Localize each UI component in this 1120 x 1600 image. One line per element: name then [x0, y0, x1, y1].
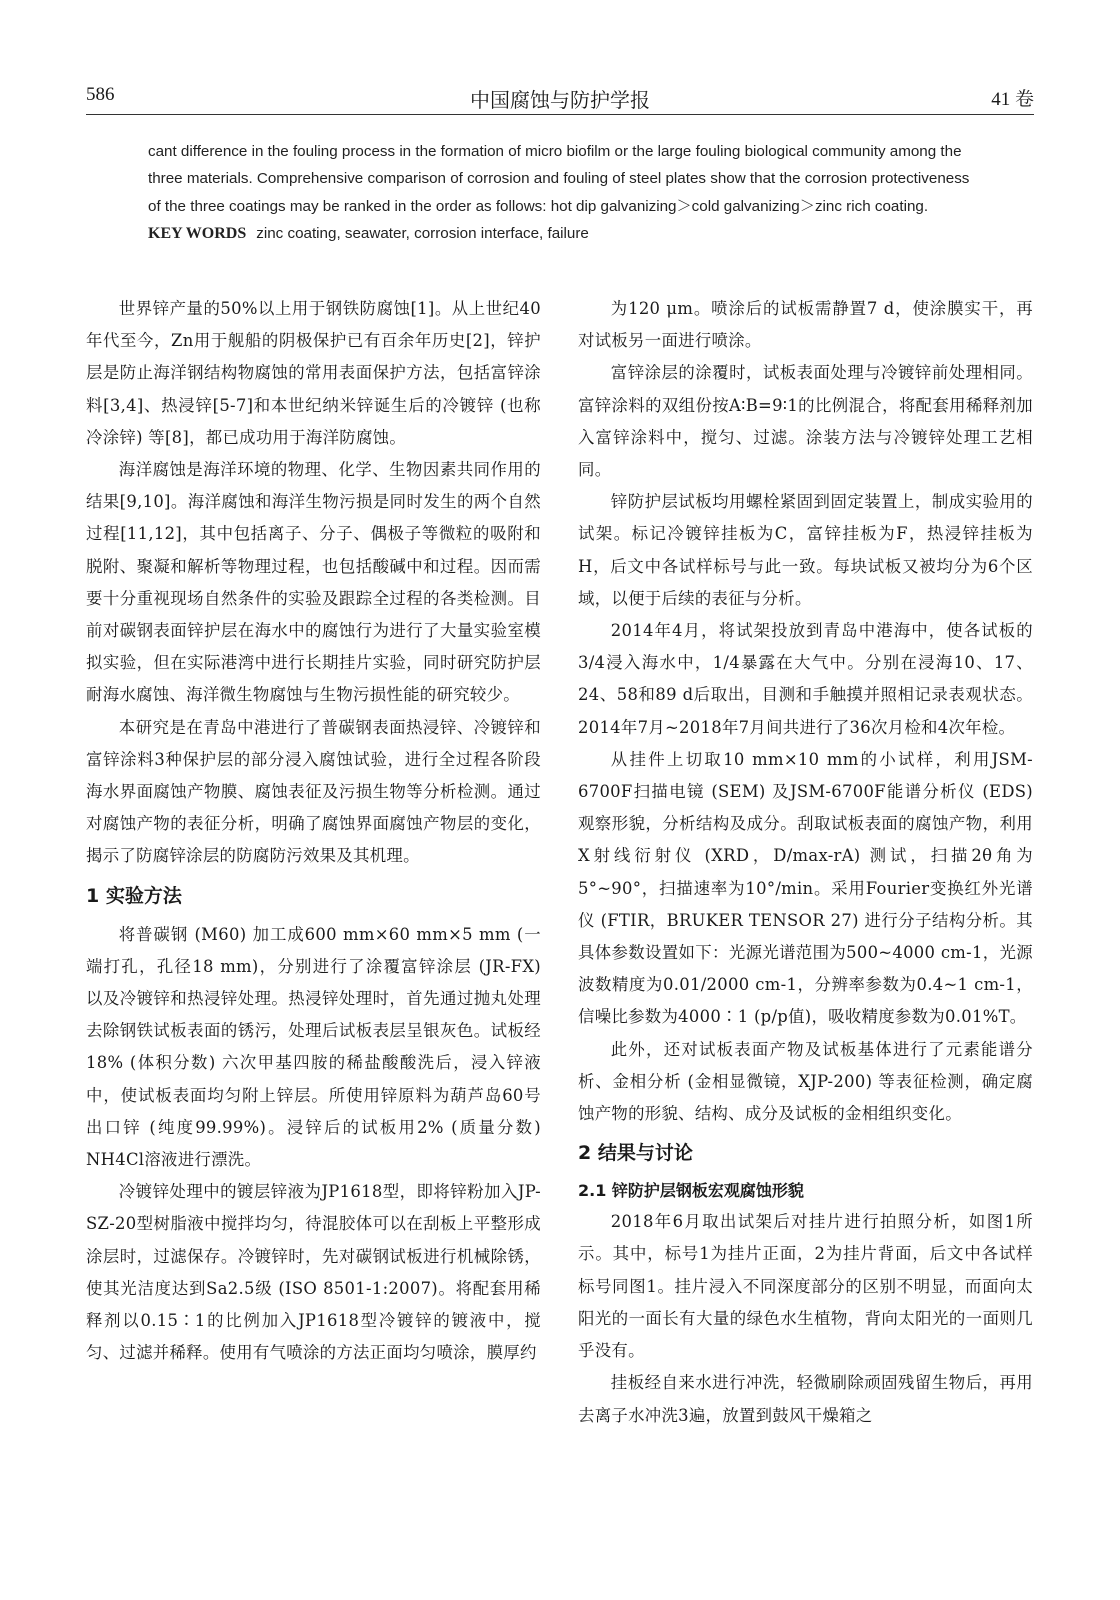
paragraph: 2014年4月，将试架投放到青岛中港海中，使各试板的3/4浸入海水中，1/4暴露在大气中。分别在浸海10、17、24、58和89 d后取出，目测和手触摸并照相记录表观状态。2014年7月~2018年7月间共进行了36次月检和4次年检。	[578, 621, 1033, 737]
keywords-label: KEY WORDS	[148, 225, 247, 243]
paragraph: 将普碳钢 (M60) 加工成600 mm×60 mm×5 mm (一端打孔，孔径18 mm)，分别进行了涂覆富锌涂层 (JR-FX) 以及冷镀锌和热浸锌处理。热浸锌处理时，首先通过抛丸处理去除钢铁试板表面的锈污，处理后试板表层呈银灰色。试板经18% (体积分数) 六次甲基四胺的稀盐酸酸洗后，浸入锌液中，使试板表面均匀附上锌层。所使用锌原料为葫芦岛60号出口锌 (纯度99.99%)。浸锌后的试板用2% (质量分数) NH4Cl溶液进行漂洗。	[86, 924, 541, 1170]
paragraph: 冷镀锌处理中的镀层锌液为JP1618型，即将锌粉加入JP-SZ-20型树脂液中搅拌均匀，待混胶体可以在刮板上平整形成涂层时，过滤保存。冷镀锌时，先对碳钢试板进行机械除锈，使其光洁度达到Sa2.5级 (ISO 8501-1:2007)。将配套用稀释剂以0.15∶1的比例加入JP1618型冷镀锌的镀液中，搅匀、过滤并稀释。使用有气喷涂的方法正面均匀喷涂，膜厚约	[86, 1182, 541, 1363]
paragraph: 为120 μm。喷涂后的试板需静置7 d，使涂膜实干，再对试板另一面进行喷涂。	[578, 299, 1033, 351]
paragraph: 从挂件上切取10 mm×10 mm的小试样，利用JSM-6700F扫描电镜 (SEM) 及JSM-6700F能谱分析仪 (EDS) 观察形貌，分析结构及成分。刮取试板表面的腐蚀产物，利用X射线衍射仪 (XRD，D/max-rA) 测试，扫描2θ角为5°~90°，扫描速率为10°/min。采用Fourier变换红外光谱仪 (FTIR，BRUKER TENSOR 27) 进行分子结构分析。其具体参数设置如下：光源光谱范围为500~4000 cm-1，光源波数精度为0.01/2000 cm-1，分辨率参数为0.4~1 cm-1，信噪比参数为4000∶1 (p/p值)，吸收精度参数为0.01%T。	[578, 749, 1033, 1027]
paragraph: 富锌涂层的涂覆时，试板表面处理与冷镀锌前处理相同。富锌涂料的双组份按A∶B=9∶1的比例混合，将配套用稀释剂加入富锌涂料中，搅匀、过滤。涂装方法与冷镀锌处理工艺相同。	[578, 363, 1033, 480]
volume-label: 41 卷	[991, 89, 1034, 110]
paragraph: 本研究是在青岛中港进行了普碳钢表面热浸锌、冷镀锌和富锌涂料3种保护层的部分浸入腐蚀试验，进行全过程各阶段海水界面腐蚀产物膜、腐蚀表征及污损生物等分析检测。通过对腐蚀产物的表征分析，明确了腐蚀界面腐蚀产物层的变化，揭示了防腐锌涂层的防腐防污效果及其机理。	[86, 717, 541, 866]
section-heading-1: 1 实验方法	[86, 884, 182, 907]
paragraph: 挂板经自来水进行冲洗，轻微刷除顽固残留生物后，再用去离子水冲洗3遍，放置到鼓风干燥箱之	[578, 1373, 1033, 1425]
paragraph: 2018年6月取出试架后对挂片进行拍照分析，如图1所示。其中，标号1为挂片正面，2为挂片背面，后文中各试样标号同图1。挂片浸入不同深度部分的区别不明显，而面向太阳光的一面长有大量的绿色水生植物，背向太阳光的一面则几乎没有。	[578, 1212, 1033, 1361]
abstract-text: cant difference in the fouling process in the formation of micro biofilm or the large fouling biological community among the three materials. Comprehensive comparison of corrosion and fouling of steel plates show that the corrosion protectiveness of the three coatings may be ranked in the order as follows: hot dip galvanizing＞cold galvanizing＞zinc rich coating.	[148, 143, 970, 215]
paragraph: 此外，还对试板表面产物及试板基体进行了元素能谱分析、金相分析 (金相显微镜，XJP-200) 等表征检测，确定腐蚀产物的形貌、结构、成分及试板的金相组织变化。	[578, 1039, 1033, 1124]
left-column	[86, 293, 541, 1370]
subsection-heading-2-1: 2.1 锌防护层钢板宏观腐蚀形貌	[578, 1181, 804, 1201]
paragraph: 锌防护层试板均用螺栓紧固到固定装置上，制成实验用的试架。标记冷镀锌挂板为C，富锌挂板为F，热浸锌挂板为H，后文中各试样标号与此一致。每块试板又被均分为6个区域，以便于后续的表征与分析。	[578, 492, 1033, 608]
section-heading-2: 2 结果与讨论	[578, 1142, 693, 1165]
keywords-text: zinc coating, seawater, corrosion interface, failure	[256, 225, 589, 243]
right-column	[578, 293, 1033, 1432]
page-number: 586	[86, 84, 115, 105]
journal-title: 中国腐蚀与防护学报	[470, 90, 650, 112]
running-header	[86, 84, 1034, 115]
paragraph: 世界锌产量的50%以上用于钢铁防腐蚀[1]。从上世纪40年代至今，Zn用于舰船的阴极保护已有百余年历史[2]，锌护层是防止海洋钢结构物腐蚀的常用表面保护方法，包括富锌涂料[3,4]、热浸锌[5-7]和本世纪纳米锌诞生后的冷镀锌 (也称冷涂锌) 等[8]，都已成功用于海洋防腐蚀。	[86, 299, 541, 447]
paragraph: 海洋腐蚀是海洋环境的物理、化学、生物因素共同作用的结果[9,10]。海洋腐蚀和海洋生物污损是同时发生的两个自然过程[11,12]，其中包括离子、分子、偶极子等微粒的吸附和脱附、聚凝和解析等物理过程，也包括酸碱中和过程。因而需要十分重视现场自然条件的实验及跟踪全过程的各类检测。目前对碳钢表面锌护层在海水中的腐蚀行为进行了大量实验室模拟实验，但在实际港湾中进行长期挂片实验，同时研究防护层耐海水腐蚀、海洋微生物腐蚀与生物污损性能的研究较少。	[86, 460, 541, 705]
abstract-block	[148, 138, 978, 248]
keywords-line	[148, 220, 978, 247]
